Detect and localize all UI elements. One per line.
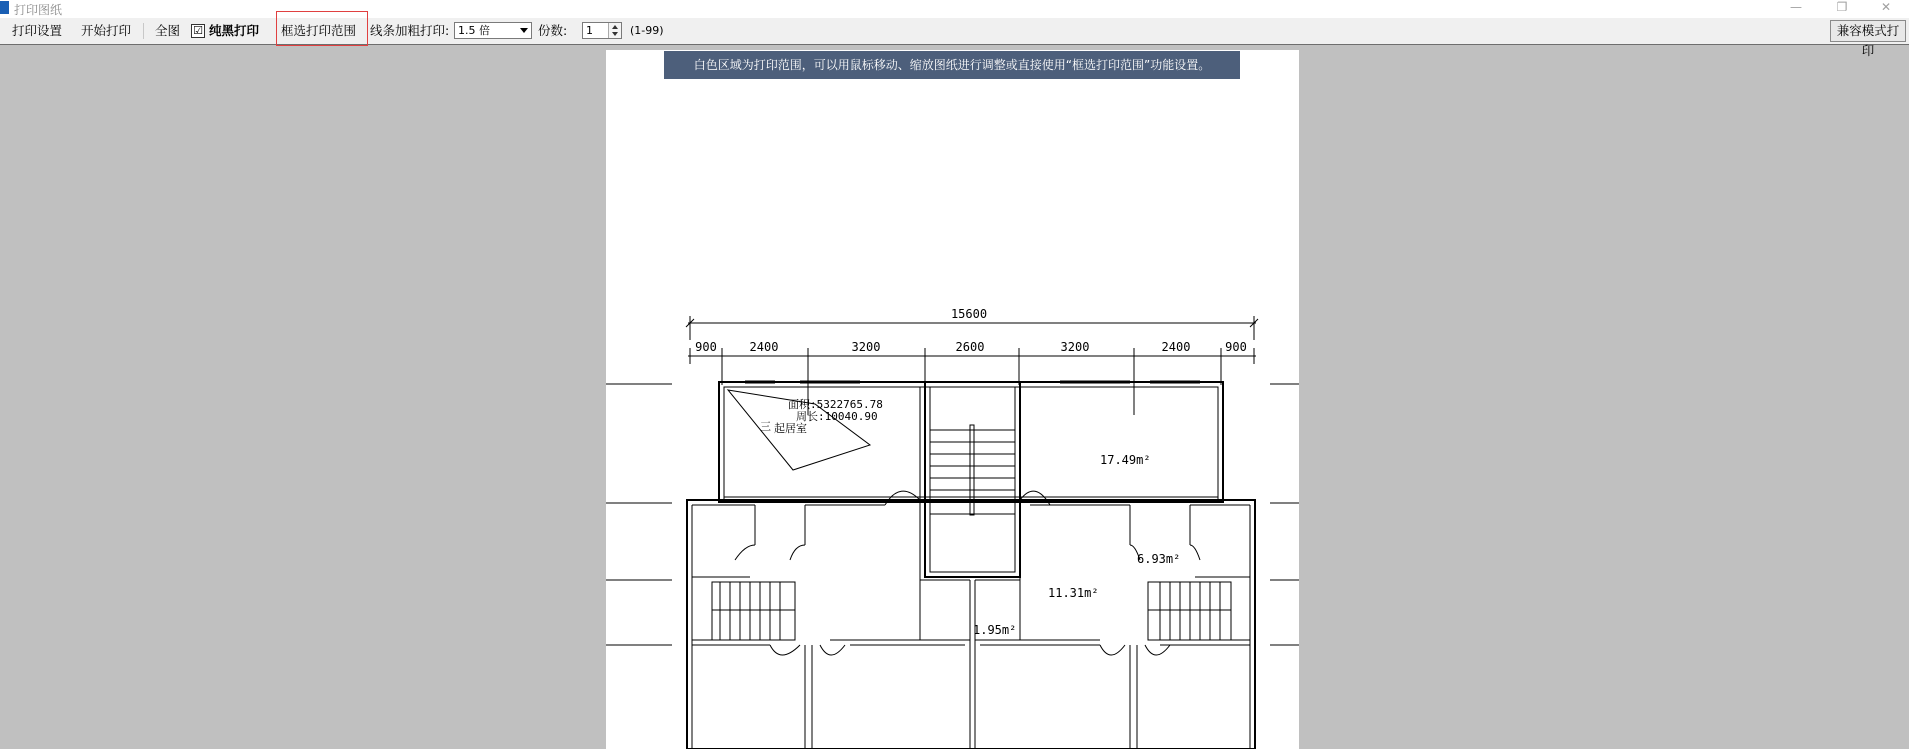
close-icon[interactable]: ✕ (1880, 0, 1892, 14)
dim-6: 2400 (1161, 340, 1191, 354)
line-bold-label: 线条加粗打印: (370, 23, 450, 38)
room-area-1: 17.49m² (1100, 453, 1151, 467)
pure-black-checkbox[interactable]: ☑ (191, 24, 205, 38)
print-area-hint-banner: 白色区域为打印范围，可以用鼠标移动、缩放图纸进行调整或直接使用“框选打印范围”功能设置。 (664, 51, 1240, 79)
start-print-button[interactable]: 开始打印 (81, 23, 132, 38)
room-area-4: 1.95m² (973, 623, 1017, 637)
perimeter-measure-label: 周长:10040.90 (796, 410, 878, 423)
compat-mode-print-button[interactable]: 兼容模式打印 (1830, 20, 1906, 42)
overall-dimension: 15600 (950, 307, 988, 321)
dim-7: 900 (1225, 340, 1247, 354)
dim-2: 2400 (749, 340, 779, 354)
room-tag-2: 起居室 (774, 422, 807, 435)
room-tag-1: 三 (760, 420, 771, 433)
line-bold-value: 1.5 倍 (458, 24, 490, 37)
pure-black-label[interactable]: 纯黑打印 (209, 23, 260, 38)
copies-label: 份数: (538, 23, 568, 38)
room-area-3: 11.31m² (1048, 586, 1099, 600)
area-measure-label: 面积:5322765.78 (788, 398, 883, 411)
dim-5: 3200 (1060, 340, 1090, 354)
copies-range-hint: (1-99) (630, 24, 664, 37)
copies-value: 1 (586, 24, 593, 37)
room-area-2: 6.93m² (1137, 552, 1181, 566)
select-print-range-button[interactable]: 框选打印范围 (281, 23, 357, 38)
dim-1: 900 (695, 340, 717, 354)
full-view-button[interactable]: 全图 (155, 23, 181, 38)
minimize-icon[interactable]: — (1790, 0, 1802, 14)
restore-icon[interactable]: ❐ (1836, 0, 1848, 14)
window-title: 打印图纸 (14, 3, 63, 17)
dim-3: 3200 (851, 340, 881, 354)
dim-4: 2600 (955, 340, 985, 354)
print-settings-button[interactable]: 打印设置 (12, 23, 63, 38)
